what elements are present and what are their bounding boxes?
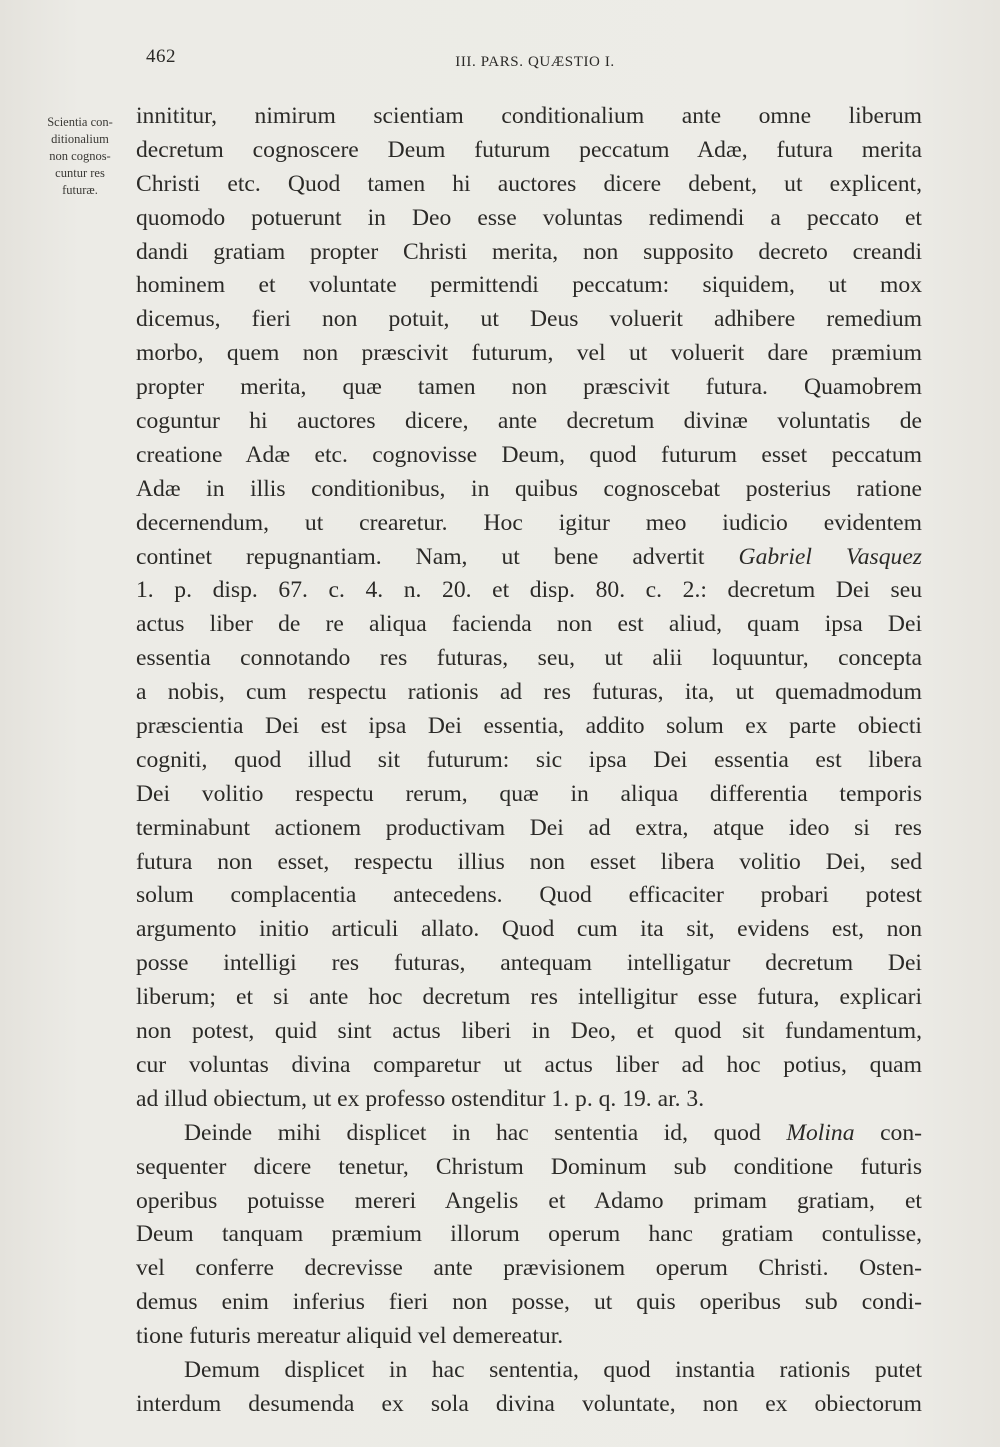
text-line: operibus potuisse mereri Angelis et Adamo primam gratiam, et [136,1187,922,1214]
text-line: propter merita, quæ tamen non præscivit futura. Quamobrem [136,374,922,401]
margin-note-line: futuræ. [62,183,98,197]
margin-note-line: ditionalium [51,132,109,146]
text-line: continet repugnantiam. Nam, ut bene advertit Gabriel Vasquez [136,543,922,570]
text-line: morbo, quem non præscivit futurum, vel ut voluerit dare præmium [136,340,922,367]
text-line: non potest, quid sint actus liberi in Deo, et quod sit fundamentum, [136,1018,922,1045]
text-line: actus liber de re aliqua facienda non est aliud, quam ipsa Dei [136,611,922,638]
text-line: dicemus, fieri non potuit, ut Deus voluerit adhibere remedium [136,306,922,333]
text-line: futura non esset, respectu illius non esset libera volitio Dei, sed [136,848,922,875]
running-title: III. PARS. QUÆSTIO I. [455,54,615,70]
text-line: essentia connotando res futuras, seu, ut alii loquuntur, concepta [136,645,922,672]
body-text [136,100,922,1422]
text-line: decretum cognoscere Deum futurum peccatum Adæ, futura merita [136,136,922,163]
text-line: argumento initio articuli allato. Quod cum ita sit, evidens est, non [136,916,922,943]
text-line: demus enim inferius fieri non posse, ut quis operibus sub condi- [136,1289,922,1316]
text-line: a nobis, cum respectu rationis ad res futuras, ita, ut quemadmodum [136,679,922,706]
text-line: coguntur hi auctores dicere, ante decretum divinæ voluntatis de [136,408,922,435]
text-line: cogniti, quod illud sit futurum: sic ipsa Dei essentia est libera [136,746,922,773]
text-line: Christi etc. Quod tamen hi auctores dicere debent, ut explicent, [136,170,922,197]
italic-name: Molina [786,1119,855,1146]
text-line: Deum tanquam præmium illorum operum hanc gratiam contulisse, [136,1221,922,1248]
italic-name: Gabriel Vasquez [738,543,922,570]
text-line: posse intelligi res futuras, antequam intelligatur decretum Dei [136,950,922,977]
text-line: cur voluntas divina comparetur ut actus liber ad hoc potius, quam [136,1051,922,1078]
margin-note-line: cuntur res [55,166,105,180]
page-number: 462 [146,46,176,67]
paragraph-start-line: Demum displicet in hac sententia, quod instantia rationis putet [184,1356,922,1383]
text-line: liberum; et si ante hoc decretum res intelligitur esse futura, explicari [136,984,922,1011]
text-line: sequenter dicere tenetur, Christum Dominum sub conditione futuris [136,1153,922,1180]
text-line: ad illud obiectum, ut ex professo ostenditur 1. p. q. 19. ar. 3. [136,1085,705,1112]
text-line: hominem et voluntate permittendi peccatum: siquidem, ut mox [136,272,922,299]
text-line: quomodo potuerunt in Deo esse voluntas redimendi a peccato et [136,204,922,231]
margin-note-line: non cognos- [49,149,111,163]
text-line: tione futuris mereatur aliquid vel demereatur. [136,1323,564,1350]
text-line: 1. p. disp. 67. c. 4. n. 20. et disp. 80. c. 2.: decretum Dei seu [136,577,922,604]
text-line: Adæ in illis conditionibus, in quibus cognoscebat posterius ratione [136,475,922,502]
text-line: terminabunt actionem productivam Dei ad extra, atque ideo si res [136,814,922,841]
text-line: dandi gratiam propter Christi merita, non supposito decreto creandi [136,238,922,265]
paragraph-start-line: Deinde mihi displicet in hac sententia id, quod Molina con- [184,1119,922,1146]
text-line: interdum desumenda ex sola divina voluntate, non ex obiectorum [136,1390,922,1417]
text-line: creatione Adæ etc. cognovisse Deum, quod futurum esset peccatum [136,441,922,468]
margin-note [30,114,130,199]
text-line: decernendum, ut crearetur. Hoc igitur meo iudicio evidentem [136,509,922,536]
text-line: solum complacentia antecedens. Quod efficaciter probari potest [136,882,922,909]
text-line: Dei volitio respectu rerum, quæ in aliqua differentia temporis [136,780,922,807]
text-line: vel conferre decrevisse ante prævisionem operum Christi. Osten- [136,1255,922,1282]
text-line: præscientia Dei est ipsa Dei essentia, addito solum ex parte obiecti [136,713,922,740]
text-line: innititur, nimirum scientiam conditionalium ante omne liberum [136,103,922,129]
margin-note-line: Scientia con- [47,115,113,129]
